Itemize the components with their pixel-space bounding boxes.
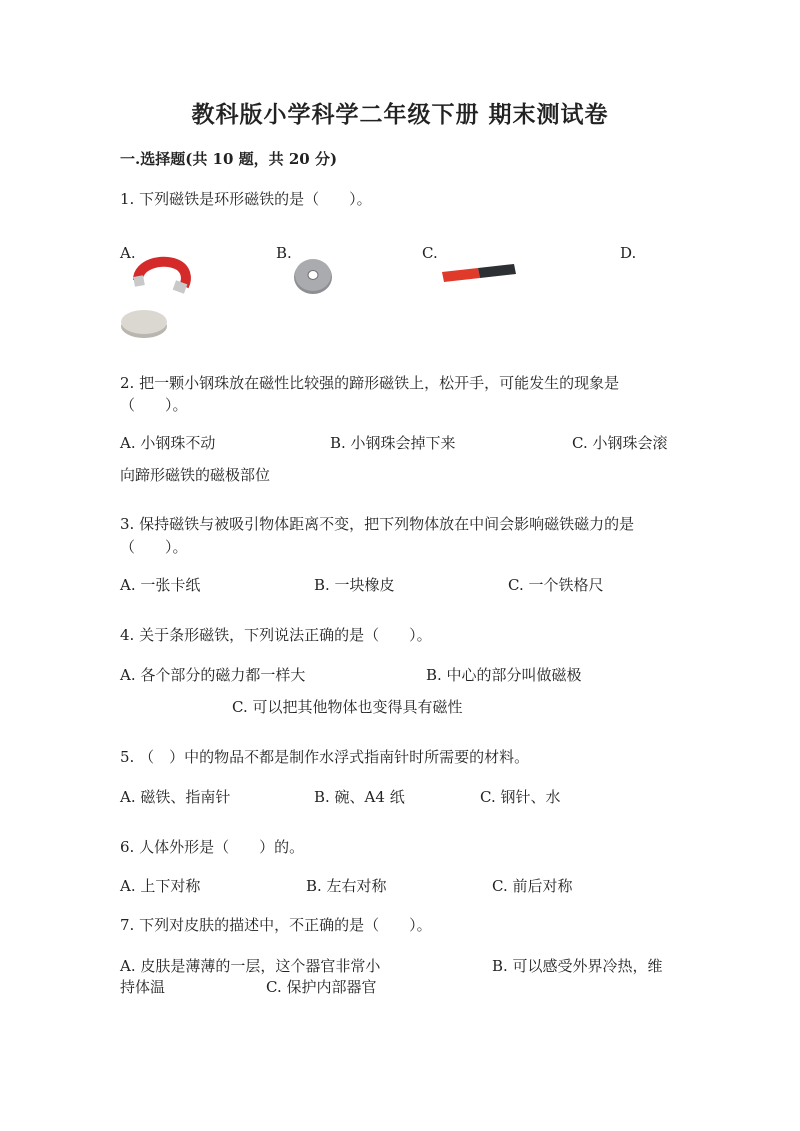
question-6-stem: 6. 人体外形是（ ）的。 [120, 838, 305, 856]
question-7-stem: 7. 下列对皮肤的描述中，不正确的是（ ）。 [120, 916, 432, 934]
ring-magnet-icon [292, 256, 334, 296]
question-4-stem: 4. 关于条形磁铁，下列说法正确的是（ ）。 [120, 626, 432, 644]
question-7-option-a[interactable]: A. 皮肤是薄薄的一层，这个器官非常小 [120, 957, 381, 975]
question-3-option-c[interactable]: C. 一个铁格尺 [508, 576, 604, 594]
question-1-stem: 1. 下列磁铁是环形磁铁的是（ ）。 [120, 190, 372, 208]
question-6-option-c[interactable]: C. 前后对称 [492, 877, 573, 895]
question-2-option-b[interactable]: B. 小钢珠会掉下来 [330, 434, 456, 452]
question-7-option-b-continued: 持体温 [120, 978, 166, 996]
question-2-option-c-continued: 向蹄形磁铁的磁极部位 [120, 466, 271, 484]
question-7-option-c[interactable]: C. 保护内部器官 [266, 978, 377, 996]
question-1-option-c-label[interactable]: C. [422, 244, 438, 262]
question-4-option-c[interactable]: C. 可以把其他物体也变得具有磁性 [232, 698, 463, 716]
question-2-option-a[interactable]: A. 小钢珠不动 [120, 434, 216, 452]
question-4-option-a[interactable]: A. 各个部分的磁力都一样大 [120, 666, 306, 684]
question-7-option-b[interactable]: B. 可以感受外界冷热，维 [492, 957, 663, 975]
question-2-stem-line1: 2. 把一颗小钢珠放在磁性比较强的蹄形磁铁上，松开手，可能发生的现象是 [120, 374, 620, 392]
section-heading: 一.选择题(共 10 题，共 20 分) [120, 150, 338, 168]
question-1-option-d-label[interactable]: D. [620, 244, 637, 262]
page-title: 教科版小学科学二年级下册 期末测试卷 [191, 101, 609, 128]
question-1-option-b-label[interactable]: B. [276, 244, 292, 262]
question-3-option-b[interactable]: B. 一块橡皮 [314, 576, 395, 594]
question-6-option-b[interactable]: B. 左右对称 [306, 877, 387, 895]
question-2-stem-line2: （ ）。 [120, 396, 188, 414]
bar-magnet-icon [440, 262, 516, 286]
horseshoe-magnet-icon [132, 256, 194, 296]
question-6-option-a[interactable]: A. 上下对称 [120, 877, 201, 895]
question-4-option-b[interactable]: B. 中心的部分叫做磁极 [426, 666, 582, 684]
question-5-stem: 5. （ ）中的物品不都是制作水浮式指南针时所需要的材料。 [120, 748, 530, 766]
question-2-option-c[interactable]: C. 小钢珠会滚 [572, 434, 668, 452]
question-1-option-a-label[interactable]: A. [120, 244, 136, 262]
question-3-option-a[interactable]: A. 一张卡纸 [120, 576, 201, 594]
question-3-stem-line1: 3. 保持磁铁与被吸引物体距离不变，把下列物体放在中间会影响磁铁磁力的是 [120, 515, 635, 533]
question-5-option-a[interactable]: A. 磁铁、指南针 [120, 788, 231, 806]
question-5-option-b[interactable]: B. 碗、A4 纸 [314, 788, 405, 806]
disc-magnet-icon [118, 306, 170, 340]
question-5-option-c[interactable]: C. 钢针、水 [480, 788, 561, 806]
question-3-stem-line2: （ ）。 [120, 538, 188, 556]
